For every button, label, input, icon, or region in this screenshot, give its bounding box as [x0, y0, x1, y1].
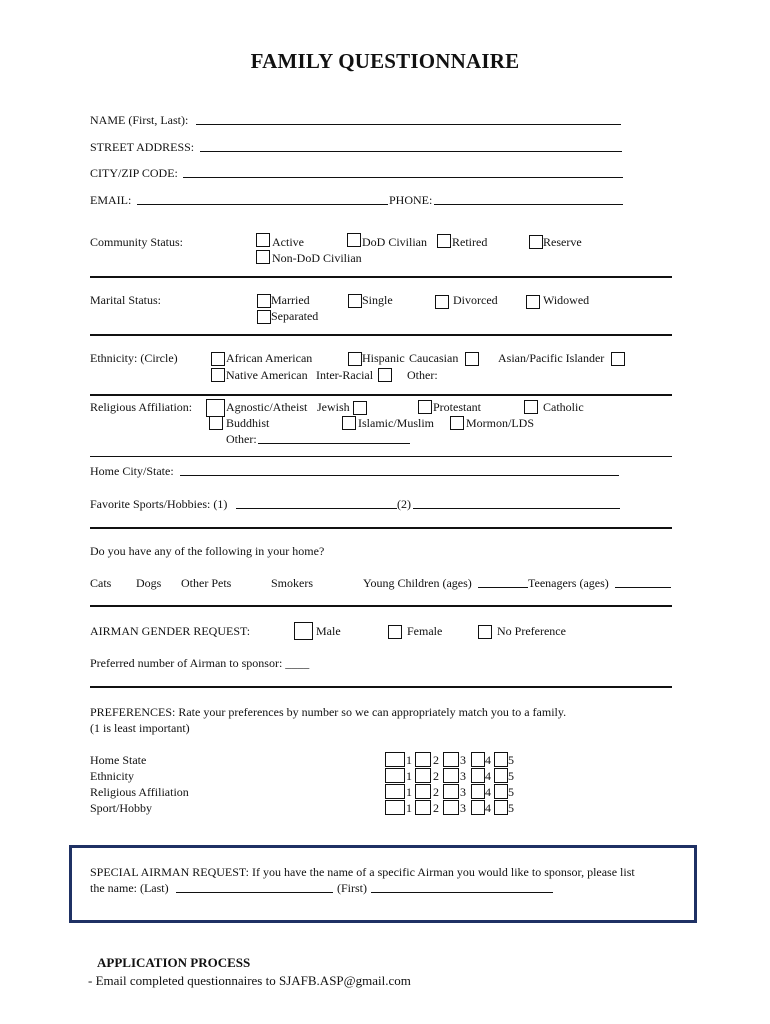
protestant-option: Protestant: [433, 400, 481, 414]
separated-option: Separated: [271, 309, 319, 323]
home-city-field[interactable]: [180, 475, 619, 476]
rating-checkbox[interactable]: [385, 800, 405, 815]
city-label: CITY/ZIP CODE:: [90, 166, 178, 180]
special-first-label: (First): [337, 881, 367, 895]
male-option: Male: [316, 624, 341, 638]
section-divider: [90, 276, 672, 278]
home-item-smokers: Smokers: [271, 576, 313, 590]
preferences-intro: PREFERENCES: Rate your preferences by number so we can appropriately match you to a family.: [90, 705, 567, 719]
section-divider: [90, 456, 672, 457]
rating-checkbox[interactable]: [443, 800, 459, 815]
divorced-option: Divorced: [453, 293, 498, 307]
protestant-checkbox[interactable]: [418, 400, 432, 414]
name-field[interactable]: [196, 124, 621, 125]
page-title: FAMILY QUESTIONNAIRE: [250, 49, 520, 73]
rating-checkbox[interactable]: [494, 752, 508, 767]
rating-number: 5: [508, 801, 514, 815]
agnostic-option: Agnostic/Atheist: [226, 400, 308, 414]
hispanic-checkbox[interactable]: [348, 352, 362, 366]
city-field[interactable]: [183, 177, 623, 178]
home-item-dogs: Dogs: [136, 576, 162, 590]
rating-number: 5: [508, 769, 514, 783]
african-american-option: African American: [226, 351, 313, 365]
retired-option: Retired: [452, 235, 488, 249]
pref-row-label: Home State: [90, 753, 147, 767]
agnostic-checkbox[interactable]: [206, 399, 225, 417]
rating-number: 2: [433, 785, 439, 799]
rating-number: 1: [406, 785, 412, 799]
home-item-other-pets: Other Pets: [181, 576, 232, 590]
native-american-checkbox[interactable]: [211, 368, 225, 382]
retired-checkbox[interactable]: [437, 234, 451, 248]
rating-checkbox[interactable]: [471, 800, 485, 815]
female-checkbox[interactable]: [388, 625, 402, 639]
rating-number: 3: [460, 801, 466, 815]
sports-label: Favorite Sports/Hobbies: (1): [90, 497, 228, 511]
application-instruction: - Email completed questionnaires to SJAFB.ASP@gmail.com: [88, 973, 411, 988]
section-divider: [90, 686, 672, 688]
home-question: Do you have any of the following in your home?: [90, 544, 325, 558]
rating-number: 4: [485, 753, 491, 767]
home-item-teenagers: Teenagers (ages): [528, 576, 609, 590]
rating-checkbox[interactable]: [415, 768, 431, 783]
preferences-note: (1 is least important): [90, 721, 190, 735]
application-heading: APPLICATION PROCESS: [97, 955, 251, 970]
phone-field[interactable]: [434, 204, 623, 205]
rating-number: 5: [508, 753, 514, 767]
rating-number: 1: [406, 753, 412, 767]
marital-label: Marital Status:: [90, 293, 161, 307]
african-american-checkbox[interactable]: [211, 352, 225, 366]
street-label: STREET ADDRESS:: [90, 140, 195, 154]
pref-row-label: Religious Affiliation: [90, 785, 189, 799]
buddhist-checkbox[interactable]: [209, 416, 223, 430]
hispanic-option: Hispanic: [362, 351, 405, 365]
rating-checkbox[interactable]: [494, 800, 508, 815]
native-american-option: Native American: [226, 368, 308, 382]
name-label: NAME (First, Last):: [90, 113, 189, 127]
home-item-young-children: Young Children (ages): [363, 576, 472, 590]
preferred-number-label: Preferred number of Airman to sponsor: ____: [90, 656, 310, 670]
mormon-option: Mormon/LDS: [466, 416, 535, 430]
rating-number: 1: [406, 769, 412, 783]
pref-row-label: Sport/Hobby: [90, 801, 153, 815]
divorced-checkbox[interactable]: [435, 295, 449, 309]
jewish-option: Jewish: [317, 400, 350, 414]
religion-label: Religious Affiliation:: [90, 400, 193, 414]
active-checkbox[interactable]: [256, 233, 270, 247]
inter-racial-checkbox[interactable]: [378, 368, 392, 382]
rating-number: 5: [508, 785, 514, 799]
section-divider: [90, 334, 672, 336]
section-divider: [90, 605, 672, 607]
rating-checkbox[interactable]: [443, 784, 459, 799]
ethnicity-other-option: Other:: [407, 368, 438, 382]
sports-field-1[interactable]: [236, 508, 397, 509]
special-request-text: SPECIAL AIRMAN REQUEST: If you have the name of a specific Airman you would like to sponsor, please list: [90, 865, 635, 879]
rating-number: 2: [433, 769, 439, 783]
rating-number: 4: [485, 801, 491, 815]
sports-field-2[interactable]: [413, 508, 620, 509]
no-preference-option: No Preference: [497, 624, 566, 638]
catholic-checkbox[interactable]: [524, 400, 538, 414]
rating-number: 2: [433, 801, 439, 815]
dod-civilian-option: DoD Civilian: [362, 235, 427, 249]
section-divider: [90, 394, 672, 396]
asian-pacific-checkbox[interactable]: [611, 352, 625, 366]
rating-number: 2: [433, 753, 439, 767]
rating-checkbox[interactable]: [471, 752, 485, 767]
caucasian-option: Caucasian: [409, 351, 459, 365]
jewish-checkbox[interactable]: [353, 401, 367, 415]
email-field[interactable]: [137, 204, 388, 205]
active-option: Active: [272, 235, 304, 249]
section-divider: [90, 527, 672, 529]
rating-checkbox[interactable]: [415, 784, 431, 799]
married-option: Married: [271, 293, 310, 307]
special-first-field[interactable]: [371, 892, 553, 893]
street-field[interactable]: [200, 151, 622, 152]
islamic-checkbox[interactable]: [342, 416, 356, 430]
rating-checkbox[interactable]: [385, 784, 405, 799]
special-last-field[interactable]: [176, 892, 333, 893]
sports-second-label: (2): [397, 497, 411, 511]
rating-number: 3: [460, 769, 466, 783]
separated-checkbox[interactable]: [257, 310, 271, 324]
islamic-option: Islamic/Muslim: [358, 416, 434, 430]
rating-number: 4: [485, 769, 491, 783]
rating-checkbox[interactable]: [494, 768, 508, 783]
rating-checkbox[interactable]: [494, 784, 508, 799]
rating-checkbox[interactable]: [443, 768, 459, 783]
female-option: Female: [407, 624, 443, 638]
non-dod-civilian-option: Non-DoD Civilian: [272, 251, 362, 265]
rating-number: 1: [406, 801, 412, 815]
religion-other-label: Other:: [226, 432, 257, 446]
pref-row-label: Ethnicity: [90, 769, 134, 783]
non-dod-civilian-checkbox[interactable]: [256, 250, 270, 264]
rating-number: 3: [460, 753, 466, 767]
rating-checkbox[interactable]: [471, 784, 485, 799]
rating-checkbox[interactable]: [385, 752, 405, 767]
ethnicity-label: Ethnicity: (Circle): [90, 351, 178, 365]
married-checkbox[interactable]: [257, 294, 271, 308]
widowed-checkbox[interactable]: [526, 295, 540, 309]
reserve-checkbox[interactable]: [529, 235, 543, 249]
catholic-option: Catholic: [543, 400, 584, 414]
rating-number: 3: [460, 785, 466, 799]
young-children-ages-field[interactable]: [478, 587, 528, 588]
religion-other-field[interactable]: [258, 443, 410, 444]
rating-checkbox[interactable]: [415, 752, 431, 767]
community-label: Community Status:: [90, 235, 184, 249]
male-checkbox[interactable]: [294, 622, 313, 640]
rating-checkbox[interactable]: [415, 800, 431, 815]
rating-checkbox[interactable]: [471, 768, 485, 783]
home-item-cats: Cats: [90, 576, 112, 590]
rating-checkbox[interactable]: [443, 752, 459, 767]
caucasian-checkbox[interactable]: [465, 352, 479, 366]
no-preference-checkbox[interactable]: [478, 625, 492, 639]
single-checkbox[interactable]: [348, 294, 362, 308]
inter-racial-option: Inter-Racial: [316, 368, 374, 382]
widowed-option: Widowed: [543, 293, 590, 307]
mormon-checkbox[interactable]: [450, 416, 464, 430]
home-city-label: Home City/State:: [90, 464, 174, 478]
asian-pacific-option: Asian/Pacific Islander: [498, 351, 605, 365]
phone-label: PHONE:: [389, 193, 433, 207]
buddhist-option: Buddhist: [226, 416, 270, 430]
rating-checkbox[interactable]: [385, 768, 405, 783]
teenagers-ages-field[interactable]: [615, 587, 671, 588]
gender-label: AIRMAN GENDER REQUEST:: [90, 624, 251, 638]
email-label: EMAIL:: [90, 193, 132, 207]
reserve-option: Reserve: [543, 235, 582, 249]
single-option: Single: [362, 293, 393, 307]
dod-civilian-checkbox[interactable]: [347, 233, 361, 247]
special-last-label: the name: (Last): [90, 881, 169, 895]
rating-number: 4: [485, 785, 491, 799]
